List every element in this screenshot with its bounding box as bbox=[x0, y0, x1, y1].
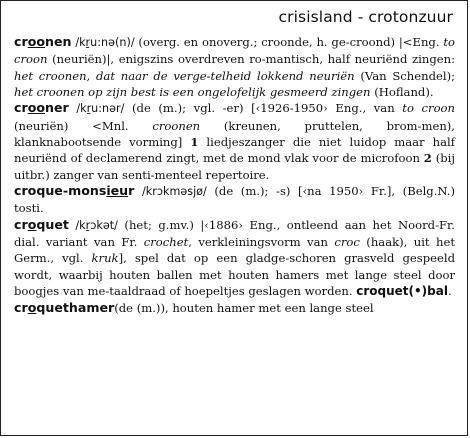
entry-croquet: croquet /kṟɔkət/ (het; g.mv.) |‹1886› Eng., ontleend aan het Noord-Fr. dial. variant van Fr. crochet, verkleiningsvorm van croc (haak), uit het Germ., vgl. kruk], spel dat op een gladge-schoren grasveld gespeeld wordt, waarbij houten ballen met houten hamers met lange steel door boogjes van me-taaldraad of hoepeltjes geslagen worden. croquet(•)bal. bbox=[14, 216, 456, 299]
entry-croquethamer: croquethamer(de (m.)), houten hamer met een lange steel bbox=[14, 299, 374, 315]
pronunciation: /kṟɔkət/ bbox=[75, 218, 118, 232]
entry-croonen: croonen /kṟu:nə(n)/ (overg. en onoverg.; croonde, h. ge-croond) |<Eng. to croon (neuriën)|, enigszins overdreven ro-mantisch, half neuriënd zingen: het croonen, dat naar de verge-telheid lokkend neuriën (Van Schendel); het croonen op zijn best is een ongelofelijk gesmeerd zingen (Hofland). bbox=[14, 34, 455, 100]
pronunciation: /krɔkməsjø/ bbox=[141, 185, 207, 199]
quotation: het croonen, dat naar de verge-telheid lokkend neuriën bbox=[14, 68, 355, 83]
headword: croonen bbox=[14, 34, 72, 49]
entry-crooner: crooner /kṟu:nər/ (de (m.); vgl. -er) [‹1926-1950› Eng., van to croon (neuriën) <Mnl. croonen (kreunen, pruttelen, brom-men), klanknabootsende vorming] 1 liedjeszanger die niet luidop maar half neuriënd of declamerend zingt, met de mond vlak voor de microfoon 2 (bij uitbr.) zanger van senti-menteel repertoire. bbox=[14, 100, 455, 182]
quotation: het croonen op zijn best is een ongelofelijk gesmeerd zingen bbox=[14, 85, 371, 100]
subentry-headword: croquet(•)bal bbox=[356, 284, 448, 299]
headword: croque-monsieur bbox=[14, 183, 135, 199]
pronunciation: /kṟu:nər/ bbox=[76, 102, 125, 116]
headword: crooner bbox=[14, 100, 69, 116]
entry-croque-monsieur: croque-monsieur /krɔkməsjø/ (de (m.); -s) [‹na 1950› Fr.], (Belg.N.) tosti. bbox=[14, 183, 456, 216]
pronunciation: /kṟu:nə(n)/ bbox=[75, 36, 135, 49]
running-head: crisisland - crotonzuur bbox=[278, 8, 453, 26]
sense-number: 1 bbox=[190, 135, 199, 150]
sense-number: 2 bbox=[423, 151, 432, 166]
headword: croquet bbox=[14, 216, 69, 232]
headword: croquethamer bbox=[14, 299, 115, 315]
dictionary-text bbox=[14, 34, 455, 316]
